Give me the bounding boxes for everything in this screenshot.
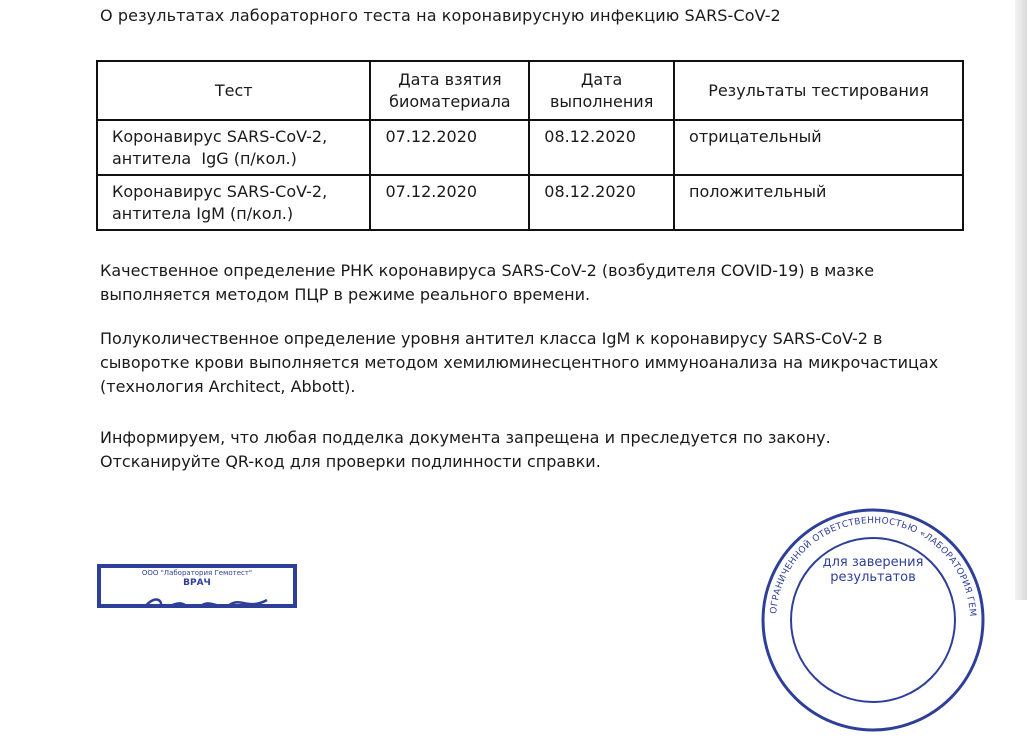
antibody-method-paragraph: Полуколичественное определение уровня антител класса IgM к коронавирусу SARS-CoV-2 в сыворотке крови выполняется методом хемилюминесцентного иммуноанализа на микрочастицах (технология Architect, Abbott).: [100, 329, 939, 396]
cell-done-date: 08.12.2020: [529, 175, 674, 230]
cell-test: Коронавирус SARS-CoV-2, антитела IgM (п/кол.): [97, 175, 370, 230]
organization-seal: [758, 505, 988, 735]
header-test: Тест: [97, 61, 370, 120]
cell-result: положительный: [674, 175, 963, 230]
header-result: Результаты тестирования: [674, 61, 963, 120]
seal-ring: [758, 505, 988, 735]
seal-ring-text: ОГРАНИЧЕННОЙ ОТВЕТСТВЕННОСТЬЮ «ЛАБОРАТОРИЯ ГЕМ: [769, 515, 978, 618]
doctor-stamp: [97, 564, 297, 608]
pcr-method-paragraph: Качественное определение РНК коронавируса SARS-CoV-2 (возбудителя COVID-19) в мазке выполняется методом ПЦР в режиме реального времени.: [100, 261, 875, 304]
cell-done-date: 08.12.2020: [529, 120, 674, 175]
cell-sample-date: 07.12.2020: [370, 175, 529, 230]
table-row: [97, 120, 963, 175]
stamp-org-text: ООО "Лаборатория Гемотест": [141, 569, 253, 577]
results-table: [96, 60, 964, 231]
table-row: [97, 175, 963, 230]
document-heading: О результатах лабораторного теста на коронавирусную инфекцию SARS-CoV-2: [100, 6, 781, 25]
cell-result: отрицательный: [674, 120, 963, 175]
stamp-role-text: ВРАЧ: [183, 578, 211, 588]
seal-center-text: для заверения результатов: [822, 555, 924, 585]
signature-scribble: [137, 590, 277, 608]
header-sample-date: Дата взятия биоматериала: [370, 61, 529, 120]
table-header-row: [97, 61, 963, 120]
page-edge-shadow: [1015, 0, 1027, 600]
forgery-notice-paragraph: Информируем, что любая подделка документа запрещена и преследуется по закону. Отсканируйте QR-код для проверки подлинности справки.: [100, 428, 831, 471]
cell-sample-date: 07.12.2020: [370, 120, 529, 175]
cell-test: Коронавирус SARS-CoV-2, антитела IgG (п/кол.): [97, 120, 370, 175]
header-done-date: Дата выполнения: [529, 61, 674, 120]
